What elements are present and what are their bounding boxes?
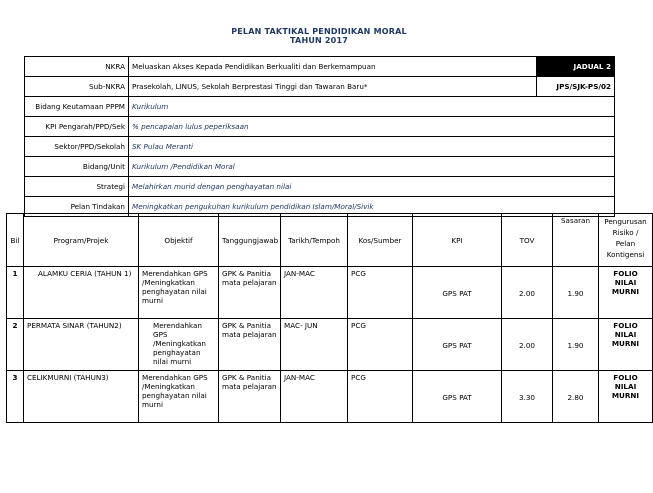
info-row-sektor [25,137,615,157]
row-program: ALAMKU CERIA (TAHUN 1) [24,267,139,319]
info-row-bidang [25,97,615,117]
header-objektif: Objektif [139,214,219,267]
row-bil: 1 [7,267,24,319]
row-objektif: Merendahkan GPS /Meningkatkan penghayatan nilai murni [139,267,219,319]
row-risiko: FOLIO NILAI MURNI [599,371,653,423]
kpi-value: % pencapaian lulus peperiksaan [129,117,615,137]
row-tarikh: JAN-MAC [281,371,348,423]
row-objektif: Merendahkan GPS /Meningkatkan penghayatan nilai murni [139,371,219,423]
row-bil: 3 [7,371,24,423]
table-header-row [7,214,653,267]
row-tov: 3.30 [502,371,553,423]
row-kpi: GPS PAT [413,319,502,371]
info-row-kpi [25,117,615,137]
table-row [7,319,653,371]
row-sasaran: 1.90 [553,319,599,371]
strategi-label: Strategi [25,177,129,197]
row-tarikh: MAC- JUN [281,319,348,371]
info-row-nkra [25,57,615,77]
row-risiko: FOLIO NILAI MURNI [599,319,653,371]
pelan-label: Pelan Tindakan [25,197,129,217]
subnkra-value: Prasekolah, LINUS, Sekolah Berprestasi Tinggi dan Tawaran Baru* [129,77,537,97]
header-program: Program/Projek [24,214,139,267]
nkra-value: Meluaskan Akses Kepada Pendidikan Berkualiti dan Berkemampuan [129,57,537,77]
table-row [7,371,653,423]
row-program: CELIKMURNI (TAHUN3) [24,371,139,423]
header-bil: Bil [7,214,24,267]
row-kpi: GPS PAT [413,371,502,423]
sektor-label: Sektor/PPD/Sekolah [25,137,129,157]
header-risiko: Pengurusan Risiko / Pelan Kontigensi [599,214,653,267]
sektor-value: SK Pulau Meranti [129,137,615,157]
header-sasaran: Sasaran [553,214,599,267]
unit-value: Kurikulum /Pendidikan Moral [129,157,615,177]
kpi-label: KPI Pengarah/PPD/Sek [25,117,129,137]
row-bil: 2 [7,319,24,371]
row-risiko: FOLIO NILAI MURNI [599,267,653,319]
row-sasaran: 2.80 [553,371,599,423]
strategi-value: Melahirkan murid dengan penghayatan nilai [129,177,615,197]
document-code: JPS/SJK-PS/02 [537,77,615,97]
row-tov: 2.00 [502,319,553,371]
row-kos: PCG [348,267,413,319]
programme-table [6,213,653,423]
row-sasaran: 1.90 [553,267,599,319]
row-tarikh: JAN-MAC [281,267,348,319]
header-tanggungjawab: Tanggungjawab [219,214,281,267]
document-year: TAHUN 2017 [290,36,348,45]
row-kos: PCG [348,371,413,423]
jadual-badge: JADUAL 2 [537,57,615,77]
row-program: PERMATA SINAR (TAHUN2) [24,319,139,371]
row-tov: 2.00 [502,267,553,319]
header-tov: TOV [502,214,553,267]
document-title: PELAN TAKTIKAL PENDIDIKAN MORAL [231,27,407,36]
info-row-unit [25,157,615,177]
header-tarikh: Tarikh/Tempoh [281,214,348,267]
nkra-label: NKRA [25,57,129,77]
subnkra-label: Sub-NKRA [25,77,129,97]
row-tanggungjawab: GPK & Panitia mata pelajaran [219,267,281,319]
pelan-value: Meningkatkan pengukuhan kurikulum pendidikan Islam/Moral/Sivik [129,197,615,217]
bidang-value: Kurikulum [129,97,615,117]
row-kos: PCG [348,319,413,371]
header-kos: Kos/Sumber [348,214,413,267]
row-kpi: GPS PAT [413,267,502,319]
row-tanggungjawab: GPK & Panitia mata pelajaran [219,319,281,371]
row-objektif: Merendahkan GPS /Meningkatkan penghayatan nilai murni [139,319,219,371]
row-tanggungjawab: GPK & Panitia mata pelajaran [219,371,281,423]
bidang-label: Bidang Keutamaan PPPM [25,97,129,117]
info-row-strategi [25,177,615,197]
header-kpi: KPI [413,214,502,267]
unit-label: Bidang/Unit [25,157,129,177]
info-row-subnkra [25,77,615,97]
table-row [7,267,653,319]
info-table [24,56,615,217]
